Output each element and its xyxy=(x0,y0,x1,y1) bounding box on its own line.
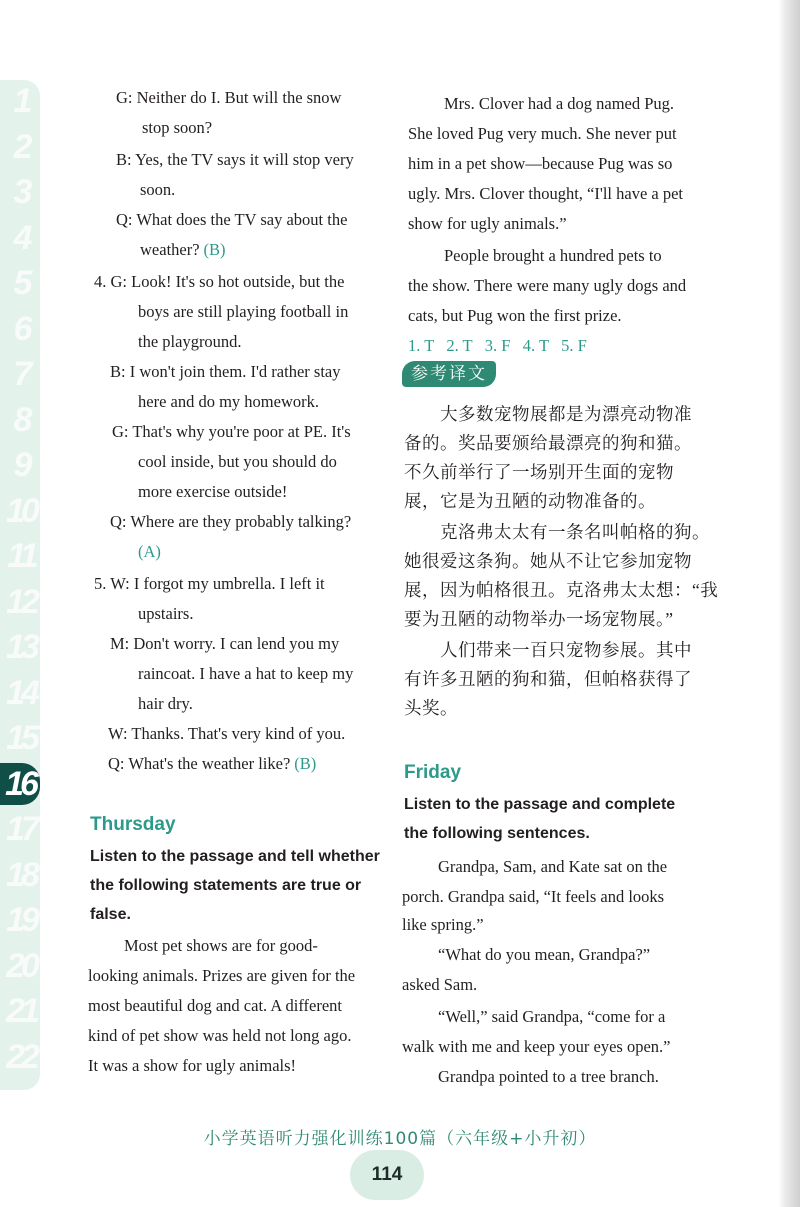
thursday-answer-key: 1. T 2. T 3. F 4. T 5. F xyxy=(408,336,587,355)
dialogue-line xyxy=(116,88,341,108)
dialogue-text: hair dry. xyxy=(138,694,193,713)
page-edge xyxy=(778,0,800,1207)
chapter-tab-18[interactable]: 18 xyxy=(6,855,36,894)
dialogue-line xyxy=(142,118,212,138)
translation-line: 克洛弗太太有一条名叫帕格的狗。 xyxy=(440,522,710,542)
friday-passage-line: “What do you mean, Grandpa?” xyxy=(438,945,651,964)
chapter-tab-19[interactable]: 19 xyxy=(6,901,36,939)
chapter-tab-22[interactable]: 22 xyxy=(6,1037,36,1076)
thursday-passage-line: ugly. Mrs. Clover thought, “I'll have a pet xyxy=(408,184,684,203)
thursday-passage-line: the show. There were many ugly dogs and xyxy=(408,276,687,295)
dialogue-line xyxy=(138,542,161,562)
thursday-passage-line: kind of pet show was held not long ago. xyxy=(88,1026,352,1045)
translation-line: 头奖。 xyxy=(404,698,458,718)
dialogue-text: W: Thanks. That's very kind of you. xyxy=(108,724,346,743)
dialogue-text: more exercise outside! xyxy=(138,482,288,501)
chapter-tab-15[interactable]: 15 xyxy=(6,719,36,757)
dialogue-line xyxy=(140,180,175,200)
answer-choice: (B) xyxy=(203,240,226,259)
dialogue-line xyxy=(116,210,347,230)
chapter-tab-11[interactable]: 11 xyxy=(7,537,35,575)
translation-line: 展，它是为丑陋的动物准备的。 xyxy=(404,491,656,511)
dialogue-text: G: Neither do I. But will the snow xyxy=(116,88,342,107)
dialogue-text: G: That's why you're poor at PE. It's xyxy=(112,422,351,441)
chapter-tab-3[interactable]: 3 xyxy=(13,173,29,211)
friday-passage-line: asked Sam. xyxy=(402,975,478,994)
dialogue-text: Q: What's the weather like? xyxy=(108,754,291,773)
thursday-passage-line: him in a pet show—because Pug was so xyxy=(408,154,673,173)
dialogue-line xyxy=(94,272,344,292)
dialogue-line xyxy=(138,482,287,502)
thursday-passage-line: looking animals. Prizes are given for the xyxy=(88,966,356,985)
chapter-tab-10[interactable]: 10 xyxy=(6,491,36,530)
thursday-passage-line: Mrs. Clover had a dog named Pug. xyxy=(444,94,675,113)
chapter-tab-20[interactable]: 20 xyxy=(6,946,36,985)
chapter-tab-13[interactable]: 13 xyxy=(6,628,36,666)
chapter-tab-6[interactable]: 6 xyxy=(13,309,29,348)
dialogue-line xyxy=(138,452,337,472)
chapter-tab-9[interactable]: 9 xyxy=(13,446,29,484)
dialogue-line xyxy=(108,754,316,774)
dialogue-line xyxy=(138,604,193,624)
dialogue-line xyxy=(108,724,345,744)
dialogue-line xyxy=(138,694,193,714)
dialogue-text: here and do my homework. xyxy=(138,392,319,411)
chapter-tab-12[interactable]: 12 xyxy=(6,582,36,621)
friday-passage-line: walk with me and keep your eyes open.” xyxy=(402,1037,671,1056)
dialogue-line xyxy=(138,302,348,322)
answer-choice: (B) xyxy=(294,754,317,773)
chapter-tab-8[interactable]: 8 xyxy=(13,400,29,439)
thursday-passage-line: show for ugly animals.” xyxy=(408,214,567,233)
translation-line: 展，因为帕格很丑。克洛弗太太想：“我 xyxy=(404,580,719,600)
translation-line: 不久前举行了一场别开生面的宠物 xyxy=(404,462,674,482)
dialogue-line xyxy=(110,634,339,654)
chapter-tab-16[interactable]: 16 xyxy=(0,763,40,805)
dialogue-line xyxy=(140,240,226,260)
translation-line: 大多数宠物展都是为漂亮动物准 xyxy=(440,404,692,424)
dialogue-line xyxy=(94,574,325,594)
dialogue-line xyxy=(116,150,354,170)
dialogue-line xyxy=(110,362,340,382)
dialogue-text: raincoat. I have a hat to keep my xyxy=(138,664,354,683)
answer-choice: (A) xyxy=(138,542,161,561)
dialogue-text: weather? xyxy=(140,240,200,259)
thursday-instruction-line-2: the following statements are true or xyxy=(90,877,362,894)
dialogue-line xyxy=(138,664,353,684)
reference-translation-badge: 参考译文 xyxy=(402,361,496,387)
friday-passage-line: Grandpa pointed to a tree branch. xyxy=(438,1067,659,1086)
section-title-thursday: Thursday xyxy=(90,814,176,835)
dialogue-line xyxy=(138,392,319,412)
dialogue-text: 4. G: Look! It's so hot outside, but the xyxy=(94,272,345,291)
chapter-tab-4[interactable]: 4 xyxy=(13,218,29,257)
thursday-instruction-line-3: false. xyxy=(90,906,131,923)
chapter-tab-7[interactable]: 7 xyxy=(13,355,29,393)
page-number-badge xyxy=(350,1150,424,1200)
dialogue-text: Q: Where are they probably talking? xyxy=(110,512,352,531)
chapter-tab-1[interactable]: 1 xyxy=(13,82,29,120)
thursday-passage-line: cats, but Pug won the first prize. xyxy=(408,306,622,325)
friday-passage-line: Grandpa, Sam, and Kate sat on the xyxy=(438,857,668,876)
translation-line: 备的。奖品要颁给最漂亮的狗和猫。 xyxy=(404,433,692,453)
section-title-friday: Friday xyxy=(404,762,462,783)
translation-line: 人们带来一百只宠物参展。其中 xyxy=(440,640,692,660)
thursday-instruction-line-1: Listen to the passage and tell whether xyxy=(90,848,380,865)
thursday-passage-line: Most pet shows are for good- xyxy=(124,936,318,955)
friday-passage-line: like spring.” xyxy=(402,915,484,934)
chapter-tab-14[interactable]: 14 xyxy=(6,673,36,712)
dialogue-line xyxy=(138,332,242,352)
dialogue-text: boys are still playing football in xyxy=(138,302,349,321)
thursday-passage-line: She loved Pug very much. She never put xyxy=(408,124,677,143)
thursday-passage-line: People brought a hundred pets to xyxy=(444,246,662,265)
friday-instruction-line-1: Listen to the passage and complete xyxy=(404,796,676,813)
dialogue-text: stop soon? xyxy=(142,118,213,137)
dialogue-text: cool inside, but you should do xyxy=(138,452,337,471)
dialogue-line xyxy=(110,512,351,532)
book-title-footer: 小学英语听力强化训练100篇（六年级+小升初） xyxy=(203,1129,597,1149)
friday-instruction-line-2: the following sentences. xyxy=(404,825,590,842)
dialogue-text: B: I won't join them. I'd rather stay xyxy=(110,362,341,381)
dialogue-text: upstairs. xyxy=(138,604,194,623)
dialogue-text: M: Don't worry. I can lend you my xyxy=(110,634,340,653)
thursday-passage-line: It was a show for ugly animals! xyxy=(88,1056,297,1075)
chapter-tab-17[interactable]: 17 xyxy=(6,810,36,848)
translation-line: 她很爱这条狗。她从不让它参加宠物 xyxy=(404,551,692,571)
dialogue-text: soon. xyxy=(140,180,176,199)
dialogue-text: the playground. xyxy=(138,332,242,351)
chapter-tab-5[interactable]: 5 xyxy=(13,264,29,302)
dialogue-text: Q: What does the TV say about the xyxy=(116,210,348,229)
thursday-passage-line: most beautiful dog and cat. A different xyxy=(88,996,343,1015)
chapter-tab-2[interactable]: 2 xyxy=(13,127,29,166)
translation-line: 要为丑陋的动物举办一场宠物展。” xyxy=(404,609,674,629)
chapter-tab-21[interactable]: 21 xyxy=(6,992,36,1030)
translation-line: 有许多丑陋的狗和猫，但帕格获得了 xyxy=(404,669,692,689)
friday-passage-line: porch. Grandpa said, “It feels and looks xyxy=(402,887,665,906)
dialogue-text: 5. W: I forgot my umbrella. I left it xyxy=(94,574,325,593)
friday-passage-line: “Well,” said Grandpa, “come for a xyxy=(438,1007,666,1026)
dialogue-text: B: Yes, the TV says it will stop very xyxy=(116,150,354,169)
dialogue-line xyxy=(112,422,351,442)
page-number: 114 xyxy=(371,1164,403,1185)
